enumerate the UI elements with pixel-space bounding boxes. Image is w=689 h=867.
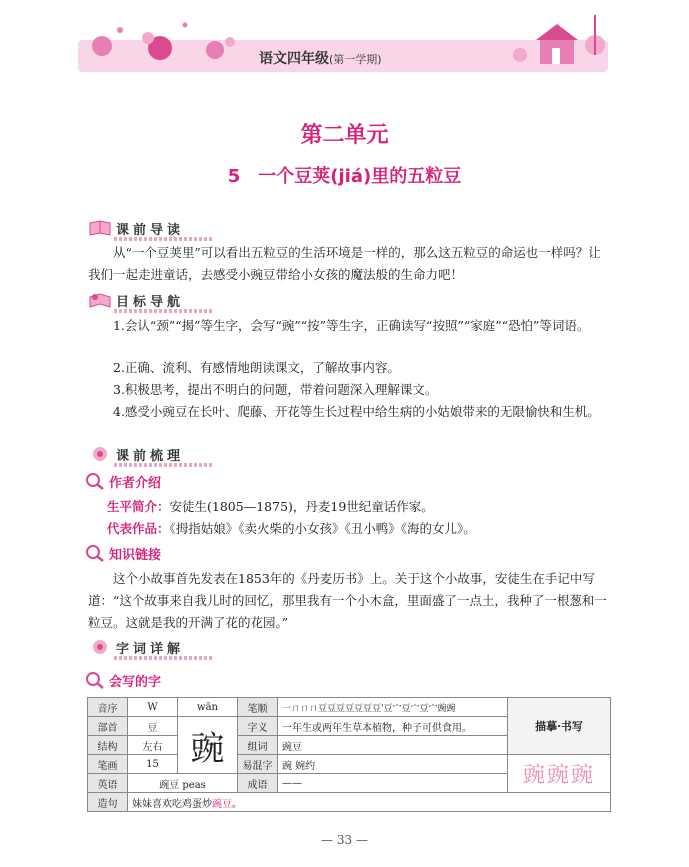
section-review: 课前梳理 [88,443,184,465]
goal-item: 4.感受小豌豆在长叶、爬藤、开花等生长过程中给生病的小姑娘带来的无限愉快和生机。 [113,404,600,419]
knowledge-text: 这个小故事首先发表在1853年的《丹麦历书》上。关于这个小故事，安徒生在手记中写道：“这个故事来自我儿时的回忆，那里我有一个小木盒，里面盛了一点土，我种了一根葱和一粒豆。这就是我的开满了花的花园。” [88,571,607,630]
header-decoration [0,0,689,80]
main-character: 豌 [178,717,238,774]
character-table: 音序 W wān 笔顺 一ㄇㄇㄇ豆豆豆豆豆豆豆'豆宀豆宀豆宀豌豌 描摹·书写 部首 豆 豌 字义 一年生或两年生草本植物，种子可供食用。 结构 左右 组词 豌豆 笔画 15 易混字 豌 婉约 豌豌豌 英语 豌豆 peas 成语 —— 造句 妹妹喜欢吃鸡蛋炒豌豆。 [87,697,611,812]
magnifier-icon [85,671,105,689]
unit-title: 第二单元 [300,123,389,148]
goal-item: 1.会认“颈”“揭”等生字，会写“豌”“按”等生字，正确读写“按照”“家庭”“恐怕”等词语。 [113,318,590,333]
section-words: 字词详解 [88,636,184,658]
sentence-cell: 妹妹喜欢吃鸡蛋炒豌豆。 [128,793,611,812]
subhead-knowledge: 知识链接 [85,543,161,563]
page-header [0,0,689,80]
book-icon [88,219,112,237]
goal-item: 3.积极思考，提出不明白的问题，带着问题深入理解课文。 [113,382,438,397]
header-title: 语文四年级(第一学期) [259,51,382,67]
trace-characters: 豌豌豌 [508,755,611,793]
preview-text: 从“一个豆荚里”可以看出五粒豆的生活环境是一样的，那么这五粒豆的命运也一样吗？让我们一起走进童话，去感受小豌豆带给小女孩的魔法般的生命力吧！ [88,245,601,282]
lesson-title: 5 一个豆荚(jiá)里的五粒豆 [227,166,462,187]
flower-icon [88,445,112,463]
section-preview: 课前导读 [88,217,184,239]
flower-icon [88,638,112,656]
target-book-icon [88,291,112,309]
section-goals: 目标导航 [88,289,184,311]
subhead-author: 作者介绍 [85,471,161,491]
subhead-write: 会写的字 [85,670,161,690]
goal-item: 2.正确、流利、有感情地朗读课文，了解故事内容。 [113,360,400,375]
author-life: 生平简介：安徒生(1805—1875)，丹麦19世纪童话作家。 [107,499,434,514]
magnifier-icon [85,544,105,562]
magnifier-icon [85,472,105,490]
page-number: — 33 — [321,833,368,847]
author-works: 代表作品：《拇指姑娘》《卖火柴的小女孩》《丑小鸭》《海的女儿》。 [107,521,476,536]
